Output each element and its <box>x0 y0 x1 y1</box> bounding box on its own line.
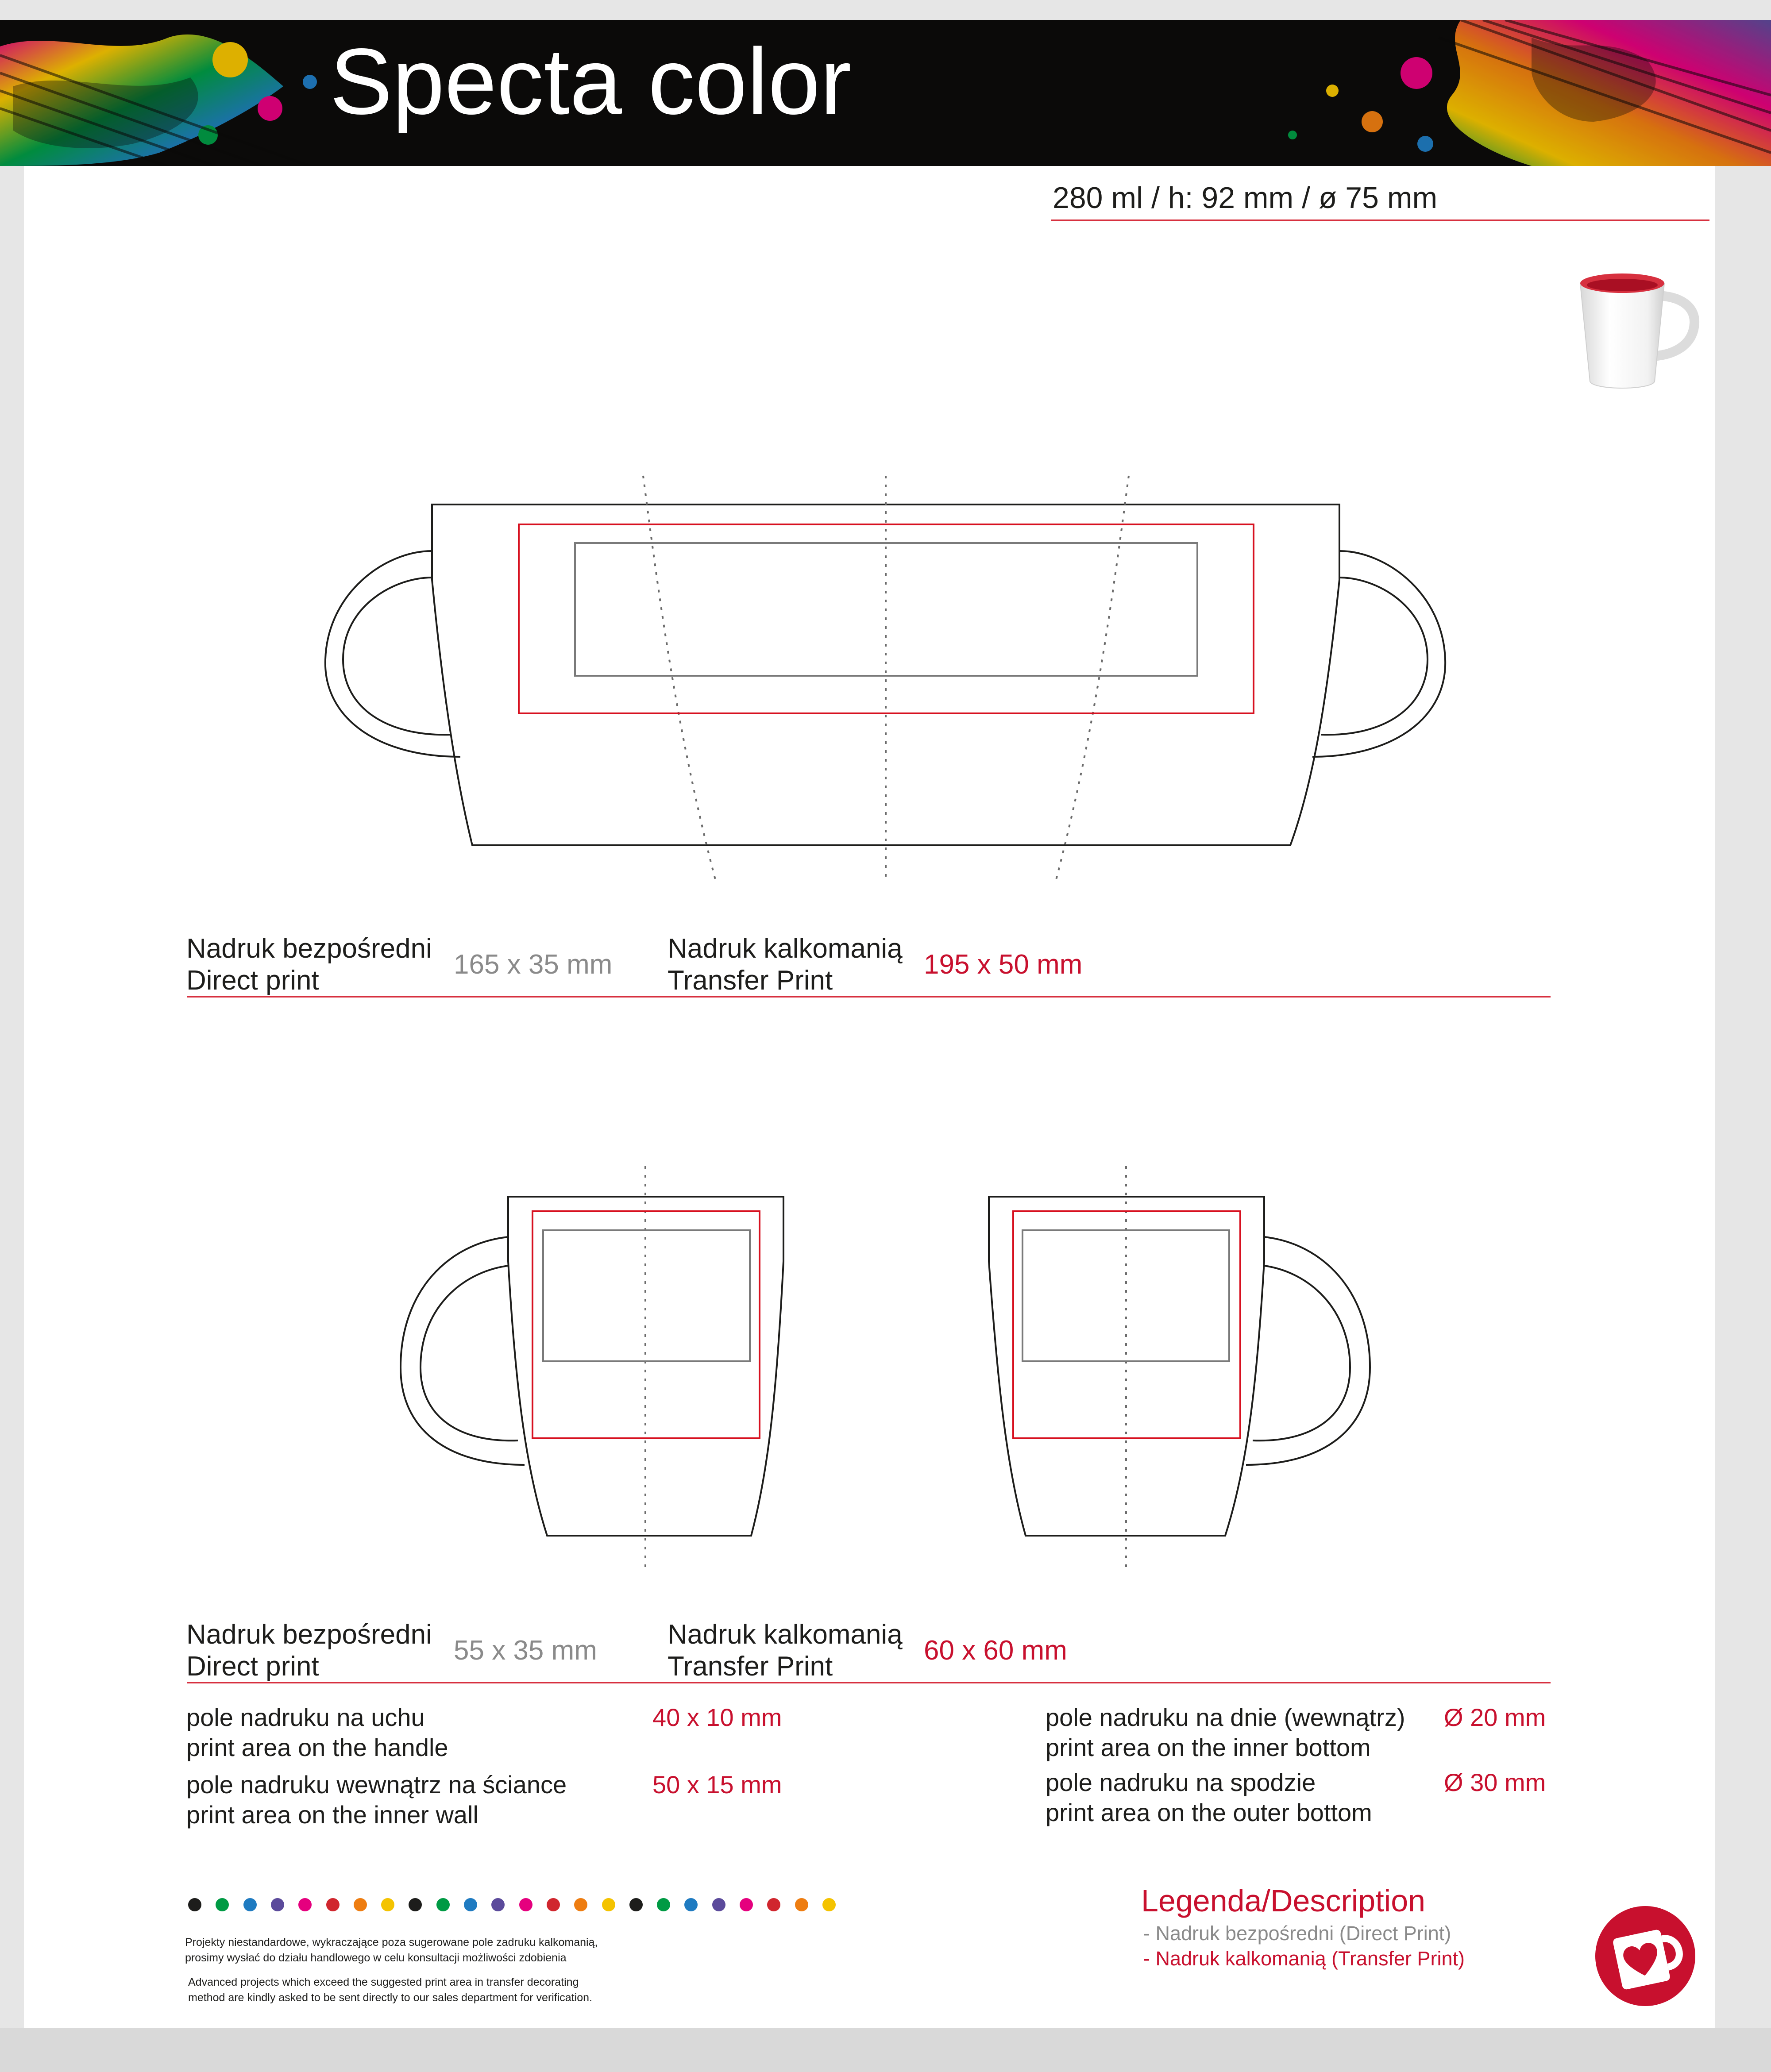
inner-wall-area-label-pl: pole nadruku wewnątrz na ściance <box>186 1771 567 1799</box>
color-dot <box>574 1898 587 1911</box>
inner-wall-area-label-en: print area on the inner wall <box>186 1801 478 1829</box>
right-view-template-drawing <box>969 1159 1368 1602</box>
panorama-transfer-label-pl: Nadruk kalkomanią <box>668 933 903 964</box>
panorama-divider <box>187 996 1551 997</box>
right-view-transfer-area <box>1013 1211 1240 1438</box>
left-view-direct-area <box>543 1230 750 1361</box>
color-dot <box>657 1898 670 1911</box>
legend-transfer: - Nadruk kalkomanią (Transfer Print) <box>1143 1947 1465 1970</box>
panorama-direct-size: 165 x 35 mm <box>454 949 613 980</box>
color-dot <box>740 1898 753 1911</box>
inner-bottom-area-size: Ø 20 mm <box>1444 1703 1546 1731</box>
inner-bottom-area-label-en: print area on the inner bottom <box>1046 1733 1371 1761</box>
color-dot <box>464 1898 477 1911</box>
left-view-template-drawing <box>390 1159 788 1602</box>
note-pl-line1: Projekty niestandardowe, wykraczające poza sugerowane pole zadruku kalkomanią, <box>185 1936 598 1949</box>
panorama-transfer-label-en: Transfer Print <box>668 965 833 996</box>
note-en-line1: Advanced projects which exceed the suggested print area in transfer decorating <box>188 1976 579 1988</box>
handle-area-size: 40 x 10 mm <box>652 1703 782 1731</box>
brand-logo <box>1594 1905 1696 2007</box>
color-dot <box>354 1898 367 1911</box>
color-dot <box>519 1898 532 1911</box>
outer-bottom-area-label-en: print area on the outer bottom <box>1046 1799 1372 1826</box>
color-dot <box>436 1898 450 1911</box>
right-view-handle-inner <box>1253 1266 1350 1440</box>
mug-photo <box>1576 266 1695 394</box>
sides-divider <box>187 1682 1551 1683</box>
outer-bottom-area-label-pl: pole nadruku na spodzie <box>1046 1768 1316 1796</box>
guide-left <box>643 476 716 883</box>
left-handle-inner <box>343 578 451 735</box>
right-view-direct-area <box>1022 1230 1229 1361</box>
color-dot <box>629 1898 643 1911</box>
color-dot <box>795 1898 808 1911</box>
left-view-transfer-area <box>532 1211 760 1438</box>
guide-right <box>1055 476 1129 883</box>
color-dot <box>547 1898 560 1911</box>
color-dot <box>188 1898 201 1911</box>
color-dot <box>381 1898 394 1911</box>
color-dot <box>298 1898 312 1911</box>
right-view-handle-outer <box>1246 1237 1370 1465</box>
sides-direct-label-pl: Nadruk bezpośredni <box>186 1619 432 1650</box>
panorama-direct-label-pl: Nadruk bezpośredni <box>186 933 432 964</box>
handle-area-label-pl: pole nadruku na uchu <box>186 1703 425 1731</box>
paint-splash-decoration <box>0 20 1771 166</box>
color-dot <box>326 1898 340 1911</box>
left-view-handle-inner <box>421 1266 518 1440</box>
inner-bottom-area-label-pl: pole nadruku na dnie (wewnątrz) <box>1046 1703 1405 1731</box>
color-dot <box>243 1898 257 1911</box>
color-dot <box>822 1898 836 1911</box>
note-en-line2: method are kindly asked to be sent directly to our sales department for verification. <box>188 1991 592 2004</box>
sides-direct-label-en: Direct print <box>186 1651 319 1682</box>
panorama-transfer-size: 195 x 50 mm <box>924 949 1083 980</box>
inner-wall-area-size: 50 x 15 mm <box>652 1771 782 1799</box>
note-pl-line2: prosimy wysłać do działu handlowego w celu konsultacji możliwości zdobienia <box>185 1952 567 1964</box>
spec-divider <box>1051 220 1709 221</box>
color-dot <box>712 1898 725 1911</box>
outer-bottom-area-size: Ø 30 mm <box>1444 1768 1546 1796</box>
left-view-handle-outer <box>401 1237 525 1465</box>
sides-transfer-label-en: Transfer Print <box>668 1651 833 1682</box>
color-dot <box>602 1898 615 1911</box>
color-dot <box>271 1898 284 1911</box>
mug-spec: 280 ml / h: 92 mm / ø 75 mm <box>1053 181 1438 215</box>
handle-area-label-en: print area on the handle <box>186 1733 448 1761</box>
sides-transfer-label-pl: Nadruk kalkomanią <box>668 1619 903 1650</box>
sides-transfer-size: 60 x 60 mm <box>924 1635 1067 1666</box>
sides-direct-size: 55 x 35 mm <box>454 1635 597 1666</box>
legend-title: Legenda/Description <box>1141 1883 1426 1918</box>
page-title: Specta color <box>330 29 852 134</box>
legend-direct: - Nadruk bezpośredni (Direct Print) <box>1143 1922 1451 1945</box>
panorama-direct-label-en: Direct print <box>186 965 319 996</box>
header-banner <box>0 20 1771 166</box>
panoramic-template-drawing <box>310 469 1505 912</box>
page-bottom-band <box>0 2028 1771 2072</box>
